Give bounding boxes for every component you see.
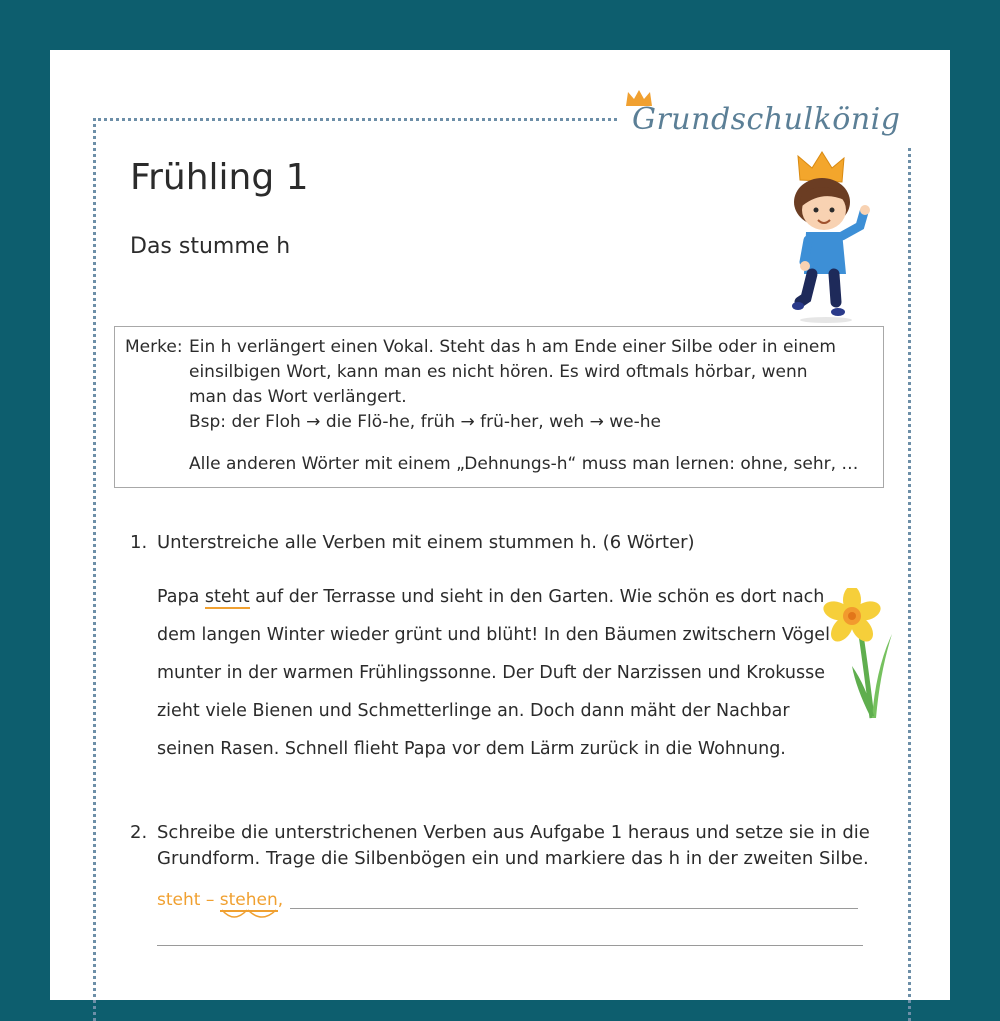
task-2-example — [157, 890, 283, 910]
text-line-1 — [157, 578, 837, 616]
task-1-instruction: Unterstreiche alle Verben mit einem stummen h. (6 Wörter) — [157, 532, 695, 553]
answer-line-2[interactable] — [157, 945, 863, 946]
merke-line-2: einsilbigen Wort, kann man es nicht hören. Es wird oftmals hörbar, wenn — [189, 362, 808, 382]
merke-note: Alle anderen Wörter mit einem „Dehnungs-h“ muss man lernen: ohne, sehr, … — [189, 454, 859, 474]
text-line-4[interactable]: zieht viele Bienen und Schmetterlinge an. Doch dann mäht der Nachbar — [157, 701, 790, 721]
boy-with-crown-illustration — [778, 150, 878, 325]
daffodil-illustration — [822, 588, 898, 724]
answer-line-1[interactable] — [290, 908, 858, 909]
merke-example: Bsp: der Floh → die Flö-he, früh → frü-her, weh → we-he — [189, 412, 661, 432]
brand-logo — [620, 96, 920, 146]
task-1-number: 1. — [130, 532, 148, 553]
merke-line-3: man das Wort verlängert. — [189, 387, 407, 407]
example-prefix: steht – — [157, 890, 220, 910]
page-subtitle: Das stumme h — [130, 234, 291, 259]
text-segment: Papa — [157, 587, 205, 607]
brand-name: Grundschulkönig — [632, 102, 901, 137]
task-2-instruction — [157, 820, 870, 872]
task-2-number: 2. — [130, 822, 148, 843]
text-segment: auf der Terrasse und sieht in den Garten. Wie schön es dort nach — [249, 587, 825, 607]
text-line-3[interactable]: munter in der warmen Frühlingssonne. Der Duft der Narzissen und Krokusse — [157, 663, 825, 683]
page-title: Frühling 1 — [130, 157, 309, 198]
example-word: stehen — [219, 890, 278, 910]
example-word-with-arcs — [220, 890, 278, 910]
merke-label: Merke: — [125, 337, 183, 357]
text-line-5[interactable]: seinen Rasen. Schnell flieht Papa vor dem Lärm zurück in die Wohnung. — [157, 739, 786, 759]
task-2-instruction-line-1: Schreibe die unterstrichenen Verben aus Aufgabe 1 heraus und setze sie in die — [157, 822, 870, 843]
task-1-text — [157, 578, 837, 768]
text-line-2[interactable]: dem langen Winter wieder grünt und blüht! In den Bäumen zwitschern Vögel — [157, 625, 830, 645]
merke-body — [189, 335, 869, 477]
merke-info-box — [114, 326, 884, 488]
example-suffix: , — [277, 890, 284, 910]
underlined-example-word[interactable]: steht — [204, 587, 250, 607]
worksheet-page — [50, 50, 950, 1000]
task-2-instruction-line-2: Grundform. Trage die Silbenbögen ein und markiere das h in der zweiten Silbe. — [157, 848, 869, 869]
merke-line-1: Ein h verlängert einen Vokal. Steht das h am Ende einer Silbe oder in einem — [189, 337, 836, 357]
syllable-arcs-icon — [220, 908, 280, 922]
